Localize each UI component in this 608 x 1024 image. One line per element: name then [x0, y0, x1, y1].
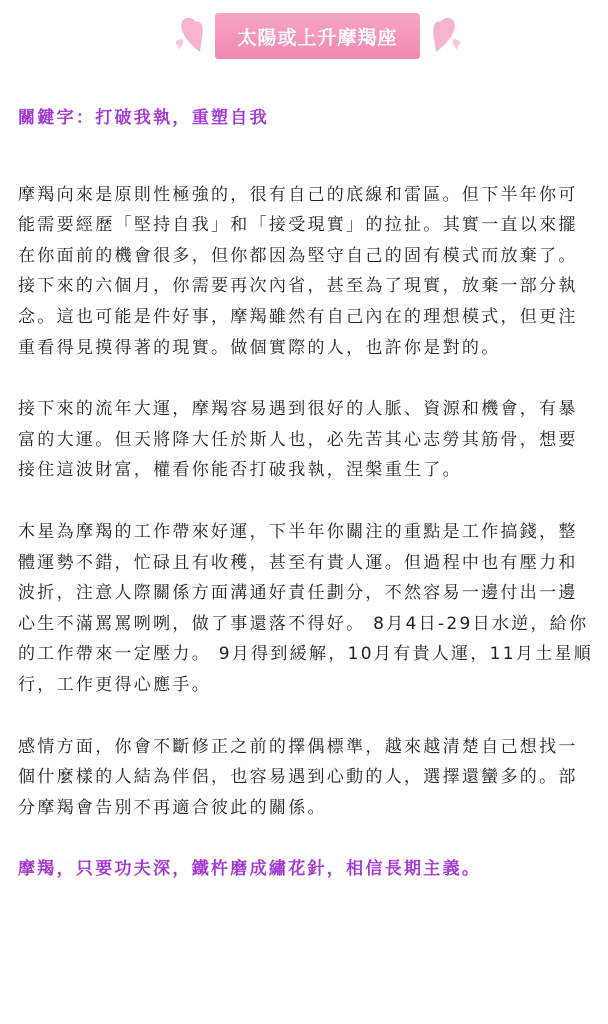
paragraph-3: 木星為摩羯的工作帶來好運，下半年你關注的重點是工作搞錢，整體運勢不錯，忙碌且有收穫，甚至有貴人運。但過程中也有壓力和波折，注意人際關係方面溝通好責任劃分，不然容易一邊付出一邊心生不滿罵罵咧咧，做了事還落不得好。 8月4日-29日水逆，給你的工作帶來一定壓力。 9月得到緩解，10月有貴人運，11月土星順行，工作更得心應手。 — [18, 521, 594, 695]
closing-line: 摩羯，只要功夫深，鐵杵磨成繡花針，相信長期主義。 — [18, 859, 482, 880]
header — [0, 0, 608, 72]
article-body — [18, 103, 596, 885]
page-title: 太陽或上升摩羯座 — [215, 13, 420, 59]
heart-icon — [170, 12, 206, 56]
paragraph-4: 感情方面，你會不斷修正之前的擇偶標準，越來越清楚自己想找一個什麼樣的人結為伴侶，也容易遇到心動的人，選擇還蠻多的。部分摩羯會告別不再適合彼此的關係。 — [18, 736, 578, 818]
paragraph-1: 摩羯向來是原則性極強的，很有自己的底線和雷區。但下半年你可能需要經歷「堅持自我」和「接受現實」的拉扯。其實一直以來擺在你面前的機會很多，但你都因為堅守自己的固有模式而放棄了。接下來的六個月，你需要再次內省，甚至為了現實，放棄一部分執念。這也可能是件好事，摩羯雖然有自己內在的理想模式，但更注重看得見摸得著的現實。做個實際的人，也許你是對的。 — [18, 184, 578, 358]
keyword-line: 關鍵字：打破我執，重塑自我 — [18, 108, 269, 128]
paragraph-2: 接下來的流年大運，摩羯容易遇到很好的人脈、資源和機會，有暴富的大運。但天將降大任於斯人也，必先苦其心志勞其筋骨，想要接住這波財富，權看你能否打破我執，涅槃重生了。 — [18, 399, 578, 481]
heart-icon — [430, 12, 466, 56]
